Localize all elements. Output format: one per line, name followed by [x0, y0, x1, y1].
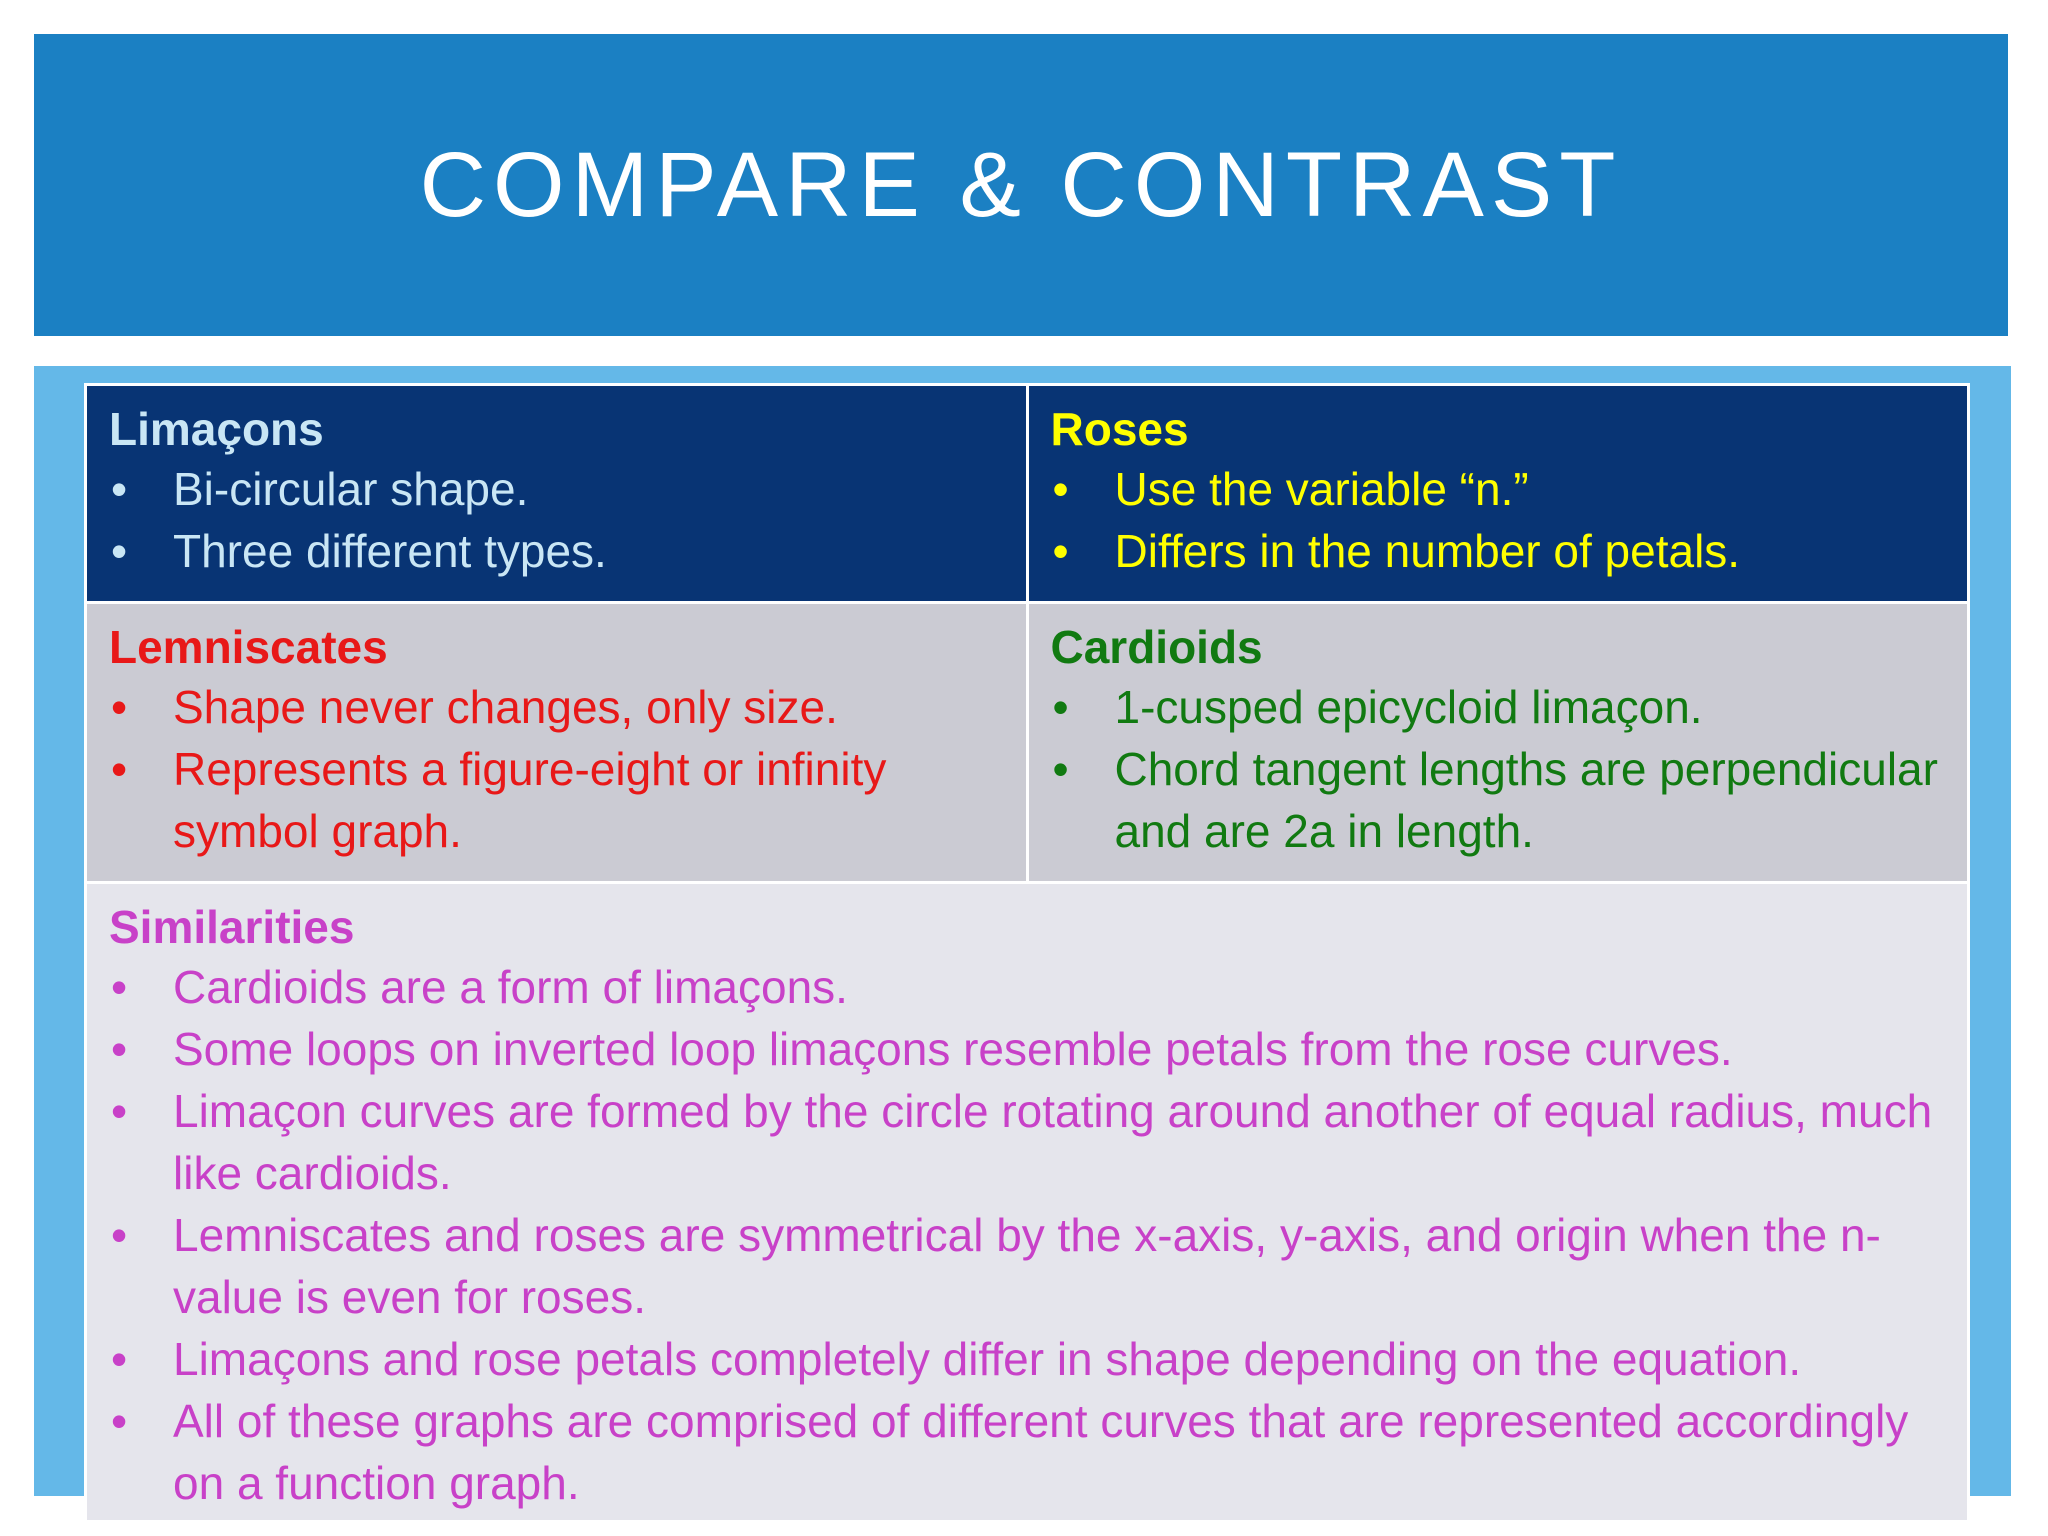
list-item: • Use the variable “n.”	[1051, 458, 1946, 520]
similarities-list	[109, 956, 1945, 1514]
compare-table	[84, 383, 1970, 1523]
list-item: • Limaçons and rose petals completely differ in shape depending on the equation.	[109, 1328, 1945, 1390]
lemniscates-cell	[86, 603, 1028, 883]
list-item: • Three different types.	[109, 520, 1004, 582]
lemniscates-list	[109, 676, 1004, 862]
list-item: • Differs in the number of petals.	[1051, 520, 1946, 582]
limacons-heading: Limaçons	[109, 403, 324, 455]
list-item: • Some loops on inverted loop limaçons resemble petals from the rose curves.	[109, 1018, 1945, 1080]
list-item: • Represents a figure-eight or infinity symbol graph.	[109, 738, 1004, 862]
list-item: • 1-cusped epicycloid limaçon.	[1051, 676, 1946, 738]
limacons-list	[109, 458, 1004, 582]
similarities-heading: Similarities	[109, 901, 355, 953]
list-item: • Shape never changes, only size.	[109, 676, 1004, 738]
list-item: • Bi-circular shape.	[109, 458, 1004, 520]
table-row	[86, 603, 1969, 883]
roses-list	[1051, 458, 1946, 582]
limacons-cell	[86, 385, 1028, 603]
list-item: • Lemniscates and roses are symmetrical by the x-axis, y-axis, and origin when the n-value is even for roses.	[109, 1204, 1945, 1328]
roses-cell	[1027, 385, 1969, 603]
roses-heading: Roses	[1050, 403, 1189, 455]
list-item: • All of these graphs are comprised of different curves that are represented accordingly on a function graph.	[109, 1390, 1945, 1514]
slide-title: COMPARE & CONTRAST	[419, 133, 1623, 236]
similarities-cell	[86, 883, 1969, 1522]
cardioids-heading: Cardioids	[1050, 621, 1263, 673]
cardioids-list	[1051, 676, 1946, 862]
list-item: • Cardioids are a form of limaçons.	[109, 956, 1945, 1018]
lemniscates-heading: Lemniscates	[109, 621, 388, 673]
title-band	[34, 34, 2008, 336]
list-item: • Chord tangent lengths are perpendicular and are 2a in length.	[1051, 738, 1946, 862]
cardioids-cell	[1027, 603, 1969, 883]
table-row	[86, 883, 1969, 1522]
table-row	[86, 385, 1969, 603]
list-item: • Limaçon curves are formed by the circle rotating around another of equal radius, much like cardioids.	[109, 1080, 1945, 1204]
